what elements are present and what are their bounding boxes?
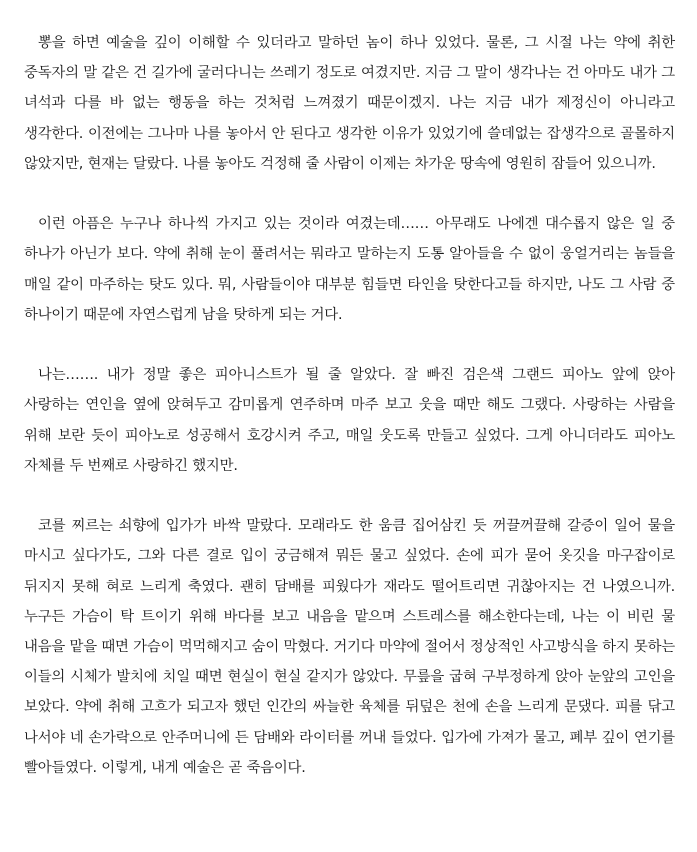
- paragraph-2: 이런 아픔은 누구나 하나씩 가지고 있는 것이라 여겼는데…… 아무래도 나에겐 대수롭지 않은 일 중 하나가 아닌가 보다. 약에 취해 눈이 풀려서는 뭐라고 말하는지 도통 알아들을 수 없이 웅얼거리는 놈들을 매일 같이 마주하는 탓도 있다. 뭐, 사람들이야 대부분 힘들면 타인을 탓한다고들 하지만, 나도 그 사람 중 하나이기 때문에 자연스럽게 남을 탓하게 되는 거다.: [24, 216, 675, 323]
- paragraph-1: 뽕을 하면 예술을 깊이 이해할 수 있더라고 말하던 놈이 하나 있었다. 물론, 그 시절 나는 약에 취한 중독자의 말 같은 건 길가에 굴러다니는 쓰레기 정도로 여겼지만. 지금 그 말이 생각나는 건 아마도 내가 그 녀석과 다를 바 없는 행동을 하는 것처럼 느껴졌기 때문이겠지. 나는 지금 내가 제정신이 아니라고 생각한다. 이전에는 그나마 나를 놓아서 안 된다고 생각한 이유가 있었기에 쓸데없는 잡생각으로 골몰하지 않았지만, 현재는 달랐다. 나를 놓아도 걱정해 줄 사람이 이제는 차가운 땅속에 영원히 잠들어 있으니까.: [24, 35, 675, 172]
- paragraph-3: 나는……. 내가 정말 좋은 피아니스트가 될 줄 알았다. 잘 빠진 검은색 그랜드 피아노 앞에 앉아 사랑하는 연인을 옆에 앉혀두고 감미롭게 연주하며 마주 보고 웃을 때만 해도 그랬다. 사랑하는 사람을 위해 보란 듯이 피아노로 성공해서 호강시켜 주고, 매일 웃도록 만들고 싶었다. 그게 아니더라도 피아노 자체를 두 번째로 사랑하긴 했지만.: [24, 367, 675, 474]
- paragraph-4: 코를 찌르는 쇠향에 입가가 바싹 말랐다. 모래라도 한 움큼 집어삼킨 듯 꺼끌꺼끌해 갈증이 일어 물을 마시고 싶다가도, 그와 다른 결로 입이 궁금해져 뭐든 물고 싶었다. 손에 피가 묻어 옷깃을 마구잡이로 뒤지지 못해 혀로 느리게 축였다. 괜히 담배를 피웠다가 재라도 떨어트리면 귀찮아지는 건 나였으니까. 누구든 가슴이 탁 트이기 위해 바다를 보고 내음을 맡으며 스트레스를 해소한다는데, 나는 이 비린 물 내음을 맡을 때면 가슴이 먹먹해지고 숨이 막혔다. 거기다 마약에 절어서 정상적인 사고방식을 하지 못하는 이들의 시체가 발치에 치일 때면 현실이 현실 같지가 않았다. 무릎을 굽혀 구부정하게 앉아 눈앞의 고인을 보았다. 약에 취해 고흐가 되고자 했던 인간의 싸늘한 육체를 뒤덮은 천에 손을 느리게 문댔다. 피를 닦고 나서야 네 손가락으로 안주머니에 든 담배와 라이터를 꺼내 들었다. 입가에 가져가 물고, 폐부 깊이 연기를 빨아들였다. 이렇게, 내게 예술은 곧 죽음이다.: [24, 518, 675, 776]
- document-body: [24, 28, 675, 783]
